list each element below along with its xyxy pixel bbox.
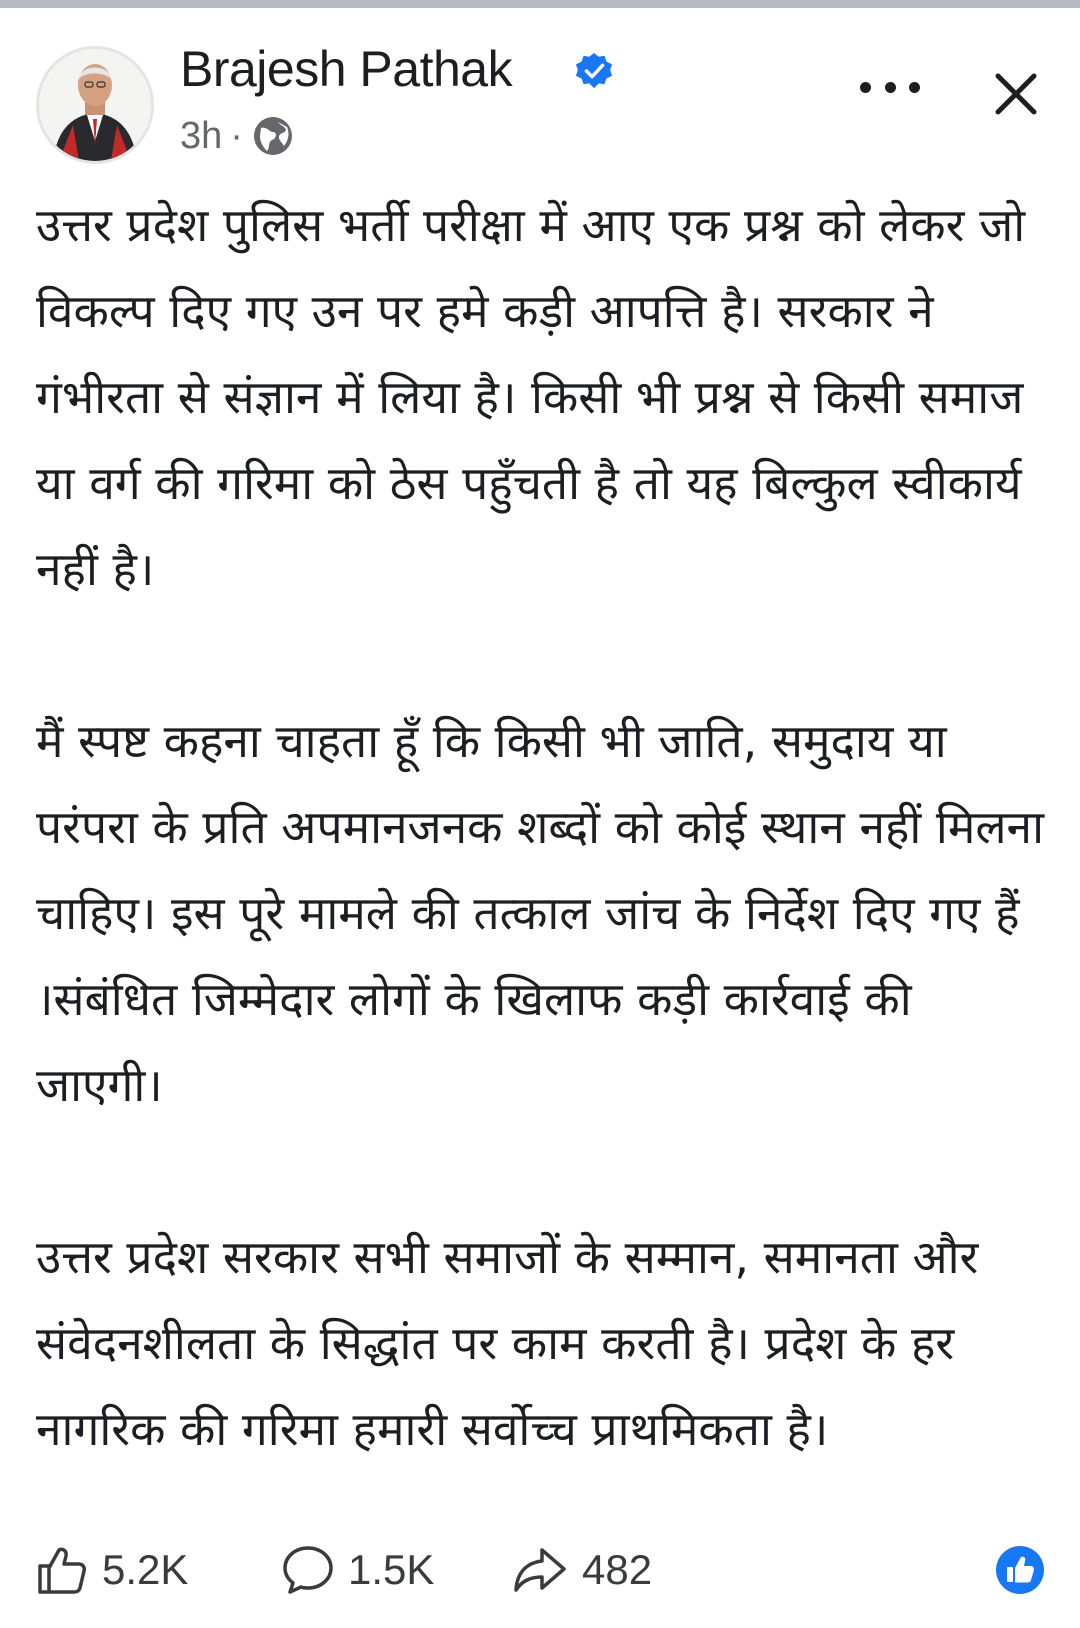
post-text bbox=[36, 182, 1046, 1472]
author-name[interactable]: Brajesh Pathak bbox=[180, 41, 513, 97]
more-dot-icon bbox=[909, 82, 920, 93]
post-header bbox=[0, 30, 1080, 170]
post-time[interactable]: 3h bbox=[180, 114, 223, 157]
share-button[interactable] bbox=[510, 1530, 652, 1610]
like-reaction-icon bbox=[994, 1544, 1046, 1596]
comment-count: 1.5K bbox=[348, 1546, 435, 1593]
post-paragraph: मैं स्पष्ट कहना चाहता हूँ कि किसी भी जाति, समुदाय या परंपरा के प्रति अपमानजनक शब्दों को कोई स्थान नहीं मिलना चाहिए। इस पूरे मामले की तत्काल जांच के निर्देश दिए गए हैं ।संबंधित जिम्मेदार लोगों के खिलाफ कड़ी कार्रवाई की जाएगी। bbox=[36, 714, 1044, 1112]
more-options-button[interactable] bbox=[860, 72, 920, 102]
top-divider bbox=[0, 0, 1080, 8]
like-button[interactable] bbox=[34, 1530, 188, 1610]
verified-badge-icon bbox=[575, 52, 613, 90]
post-paragraph: उत्तर प्रदेश सरकार सभी समाजों के सम्मान, समानता और संवेदनशीलता के सिद्धांत पर काम करती है। प्रदेश के हर नागरिक की गरिमा हमारी सर्वोच्च प्राथमिकता है। bbox=[36, 1230, 979, 1456]
more-dot-icon bbox=[885, 82, 896, 93]
comment-icon bbox=[280, 1542, 336, 1598]
post-meta bbox=[180, 114, 295, 158]
share-count: 482 bbox=[582, 1546, 653, 1593]
thumbs-up-icon bbox=[34, 1542, 90, 1598]
author-avatar[interactable] bbox=[36, 46, 154, 164]
like-count: 5.2K bbox=[102, 1546, 189, 1593]
post-paragraph: उत्तर प्रदेश पुलिस भर्ती परीक्षा में आए एक प्रश्न को लेकर जो विकल्प दिए गए उन पर हमे कड़ी आपत्ति है। सरकार ने गंभीरता से संज्ञान में लिया है। किसी भी प्रश्न से किसी समाज या वर्ग की गरिमा को ठेस पहुँचती है तो यह बिल्कुल स्वीकार्य नहीं है। bbox=[36, 198, 1026, 596]
share-icon bbox=[510, 1542, 570, 1598]
globe-icon bbox=[251, 114, 295, 158]
post-actions-bar bbox=[0, 1530, 1080, 1610]
meta-separator: · bbox=[230, 114, 243, 157]
avatar-photo bbox=[39, 49, 151, 161]
more-dot-icon bbox=[860, 82, 871, 93]
close-icon[interactable] bbox=[990, 68, 1042, 120]
comment-button[interactable] bbox=[280, 1530, 434, 1610]
